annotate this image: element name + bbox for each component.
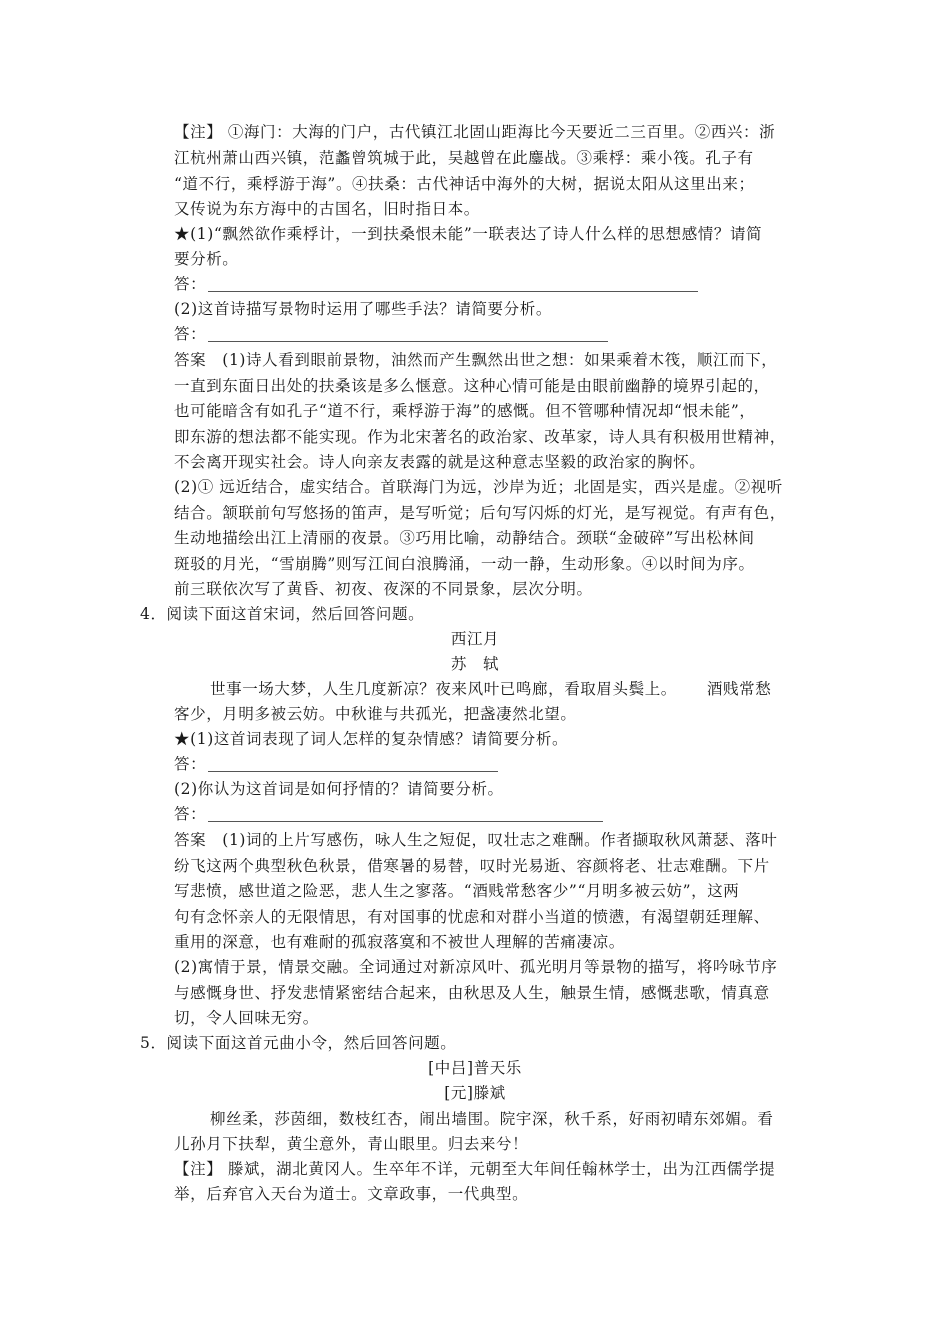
- answer-blank-line: [174, 804, 603, 824]
- answer-text: 也可能暗含有如孔子“道不行，乘桴游于海”的感慨。但不管哪种情况却“恨未能”，: [174, 402, 756, 420]
- answer-text: (2)① 远近结合，虚实结合。首联海门为远，沙岸为近；北固是实，西兴是虚。②视听: [174, 478, 783, 496]
- answer-text: 答案 (1)词的上片写感伤，咏人生之短促，叹壮志之难酬。作者撷取秋风萧瑟、落叶: [174, 831, 778, 849]
- question-text: ★(1)“飘然欲作乘桴计，一到扶桑恨未能”一联表达了诗人什么样的思想感情？请简: [174, 225, 763, 243]
- answer-text: 不会离开现实社会。诗人向亲友表露的就是这种意志坚毅的政治家的胸怀。: [174, 453, 706, 471]
- poem-line: 柳丝柔，莎茵细，数枝红杏，闹出墙围。院宇深，秋千系，好雨初晴东郊媚。看: [210, 1110, 774, 1128]
- answer-label: 答：: [174, 805, 207, 823]
- poem-title: 西江月: [450, 630, 500, 648]
- poem-author: [元]滕斌: [444, 1084, 506, 1102]
- question-text: 要分析。: [174, 250, 239, 268]
- answer-text: 生动地描绘出江上清丽的夜景。③巧用比喻，动静结合。颈联“金破碎”写出松林间: [174, 529, 755, 547]
- answer-text: 与感慨身世、抒发悲情紧密结合起来，由秋思及人生，触景生情，感慨悲歌，情真意: [174, 984, 770, 1002]
- answer-label: 答：: [174, 755, 207, 773]
- question-heading: 4．阅读下面这首宋词，然后回答问题。: [140, 605, 425, 623]
- poem-line: 儿孙月下扶犁，黄尘意外，青山眼里。归去来兮！: [174, 1135, 529, 1153]
- answer-blank-line: [174, 754, 498, 774]
- note-line: 【注】 ①海门：大海的门户，古代镇江北固山距海比今天要近二三百里。②西兴：浙: [174, 123, 776, 141]
- note-line: 江杭州萧山西兴镇，范蠡曾筑城于此，吴越曾在此鏖战。③乘桴：乘小筏。孔子有: [174, 149, 754, 167]
- answer-text: 前三联依次写了黄昏、初夜、夜深的不同景象，层次分明。: [174, 580, 593, 598]
- note-line: 又传说为东方海中的古国名，旧时指日本。: [174, 200, 480, 218]
- answer-text: (2)寓情于景，情景交融。全词通过对新凉风叶、孤光明月等景物的描写，将吟咏节序: [174, 958, 778, 976]
- answer-label: 答：: [174, 275, 207, 293]
- answer-text: 切，令人回味无穷。: [174, 1009, 319, 1027]
- answer-text: 纷飞这两个典型秋色秋景，借寒暑的易替，叹时光易逝、容颜将老、壮志难酬。下片: [174, 857, 770, 875]
- poem-line: [210, 679, 771, 699]
- answer-text: 重用的深意，也有难耐的孤寂落寞和不被世人理解的苦痛凄凉。: [174, 933, 625, 951]
- answer-blank-line: [174, 274, 698, 294]
- answer-blank[interactable]: [208, 329, 608, 342]
- answer-text: 斑驳的月光，“雪崩腾”则写江间白浪腾涌，一动一静，生动形象。④以时间为序。: [174, 555, 755, 573]
- answer-text: 结合。颔联前句写悠扬的笛声，是写听觉；后句写闪烁的灯光，是写视觉。有声有色，: [174, 504, 786, 522]
- question-text: (2)你认为这首词是如何抒情的？请简要分析。: [174, 780, 504, 798]
- answer-blank[interactable]: [208, 759, 498, 772]
- answer-text: 句有念怀亲人的无限情思，有对国事的忧虑和对群小当道的愤懑，有渴望朝廷理解、: [174, 908, 770, 926]
- poem-line-part: 世事一场大梦，人生几度新凉？夜来风叶已鸣廊，看取眉头鬓上。: [210, 680, 677, 698]
- question-text: ★(1)这首词表现了词人怎样的复杂情感？请简要分析。: [174, 730, 569, 748]
- note-line: 举，后弃官入天台为道士。文章政事，一代典型。: [174, 1185, 529, 1203]
- answer-blank[interactable]: [208, 279, 698, 292]
- answer-label: 答：: [174, 325, 207, 343]
- note-line: “道不行，乘桴游于海”。④扶桑：古代神话中海外的大树，据说太阳从这里出来；: [174, 175, 755, 193]
- answer-blank[interactable]: [208, 809, 603, 822]
- poem-title: [中吕]普天乐: [428, 1059, 522, 1077]
- poem-line-part: 酒贱常愁: [706, 680, 772, 698]
- poem-author: 苏 轼: [450, 655, 500, 673]
- question-heading: 5．阅读下面这首元曲小令，然后回答问题。: [140, 1034, 457, 1052]
- answer-text: 一直到东面日出处的扶桑该是多么惬意。这种心情可能是由眼前幽静的境界引起的，: [174, 377, 770, 395]
- note-line: 【注】 滕斌，湖北黄冈人。生卒年不详，元朝至大年间任翰林学士，出为江西儒学提: [174, 1160, 776, 1178]
- poem-line: 客少，月明多被云妨。中秋谁与共孤光，把盏凄然北望。: [174, 705, 577, 723]
- answer-text: 即东游的想法都不能实现。作为北宋著名的政治家、改革家，诗人具有积极用世精神，: [174, 428, 786, 446]
- question-text: (2)这首诗描写景物时运用了哪些手法？请简要分析。: [174, 300, 552, 318]
- answer-blank-line: [174, 324, 608, 344]
- answer-text: 写悲愤，感世道之险恶，悲人生之寥落。“酒贱常愁客少”“月明多被云妨”，这两: [174, 882, 740, 900]
- answer-text: 答案 (1)诗人看到眼前景物，油然而产生飘然出世之想：如果乘着木筏，顺江而下，: [174, 351, 778, 369]
